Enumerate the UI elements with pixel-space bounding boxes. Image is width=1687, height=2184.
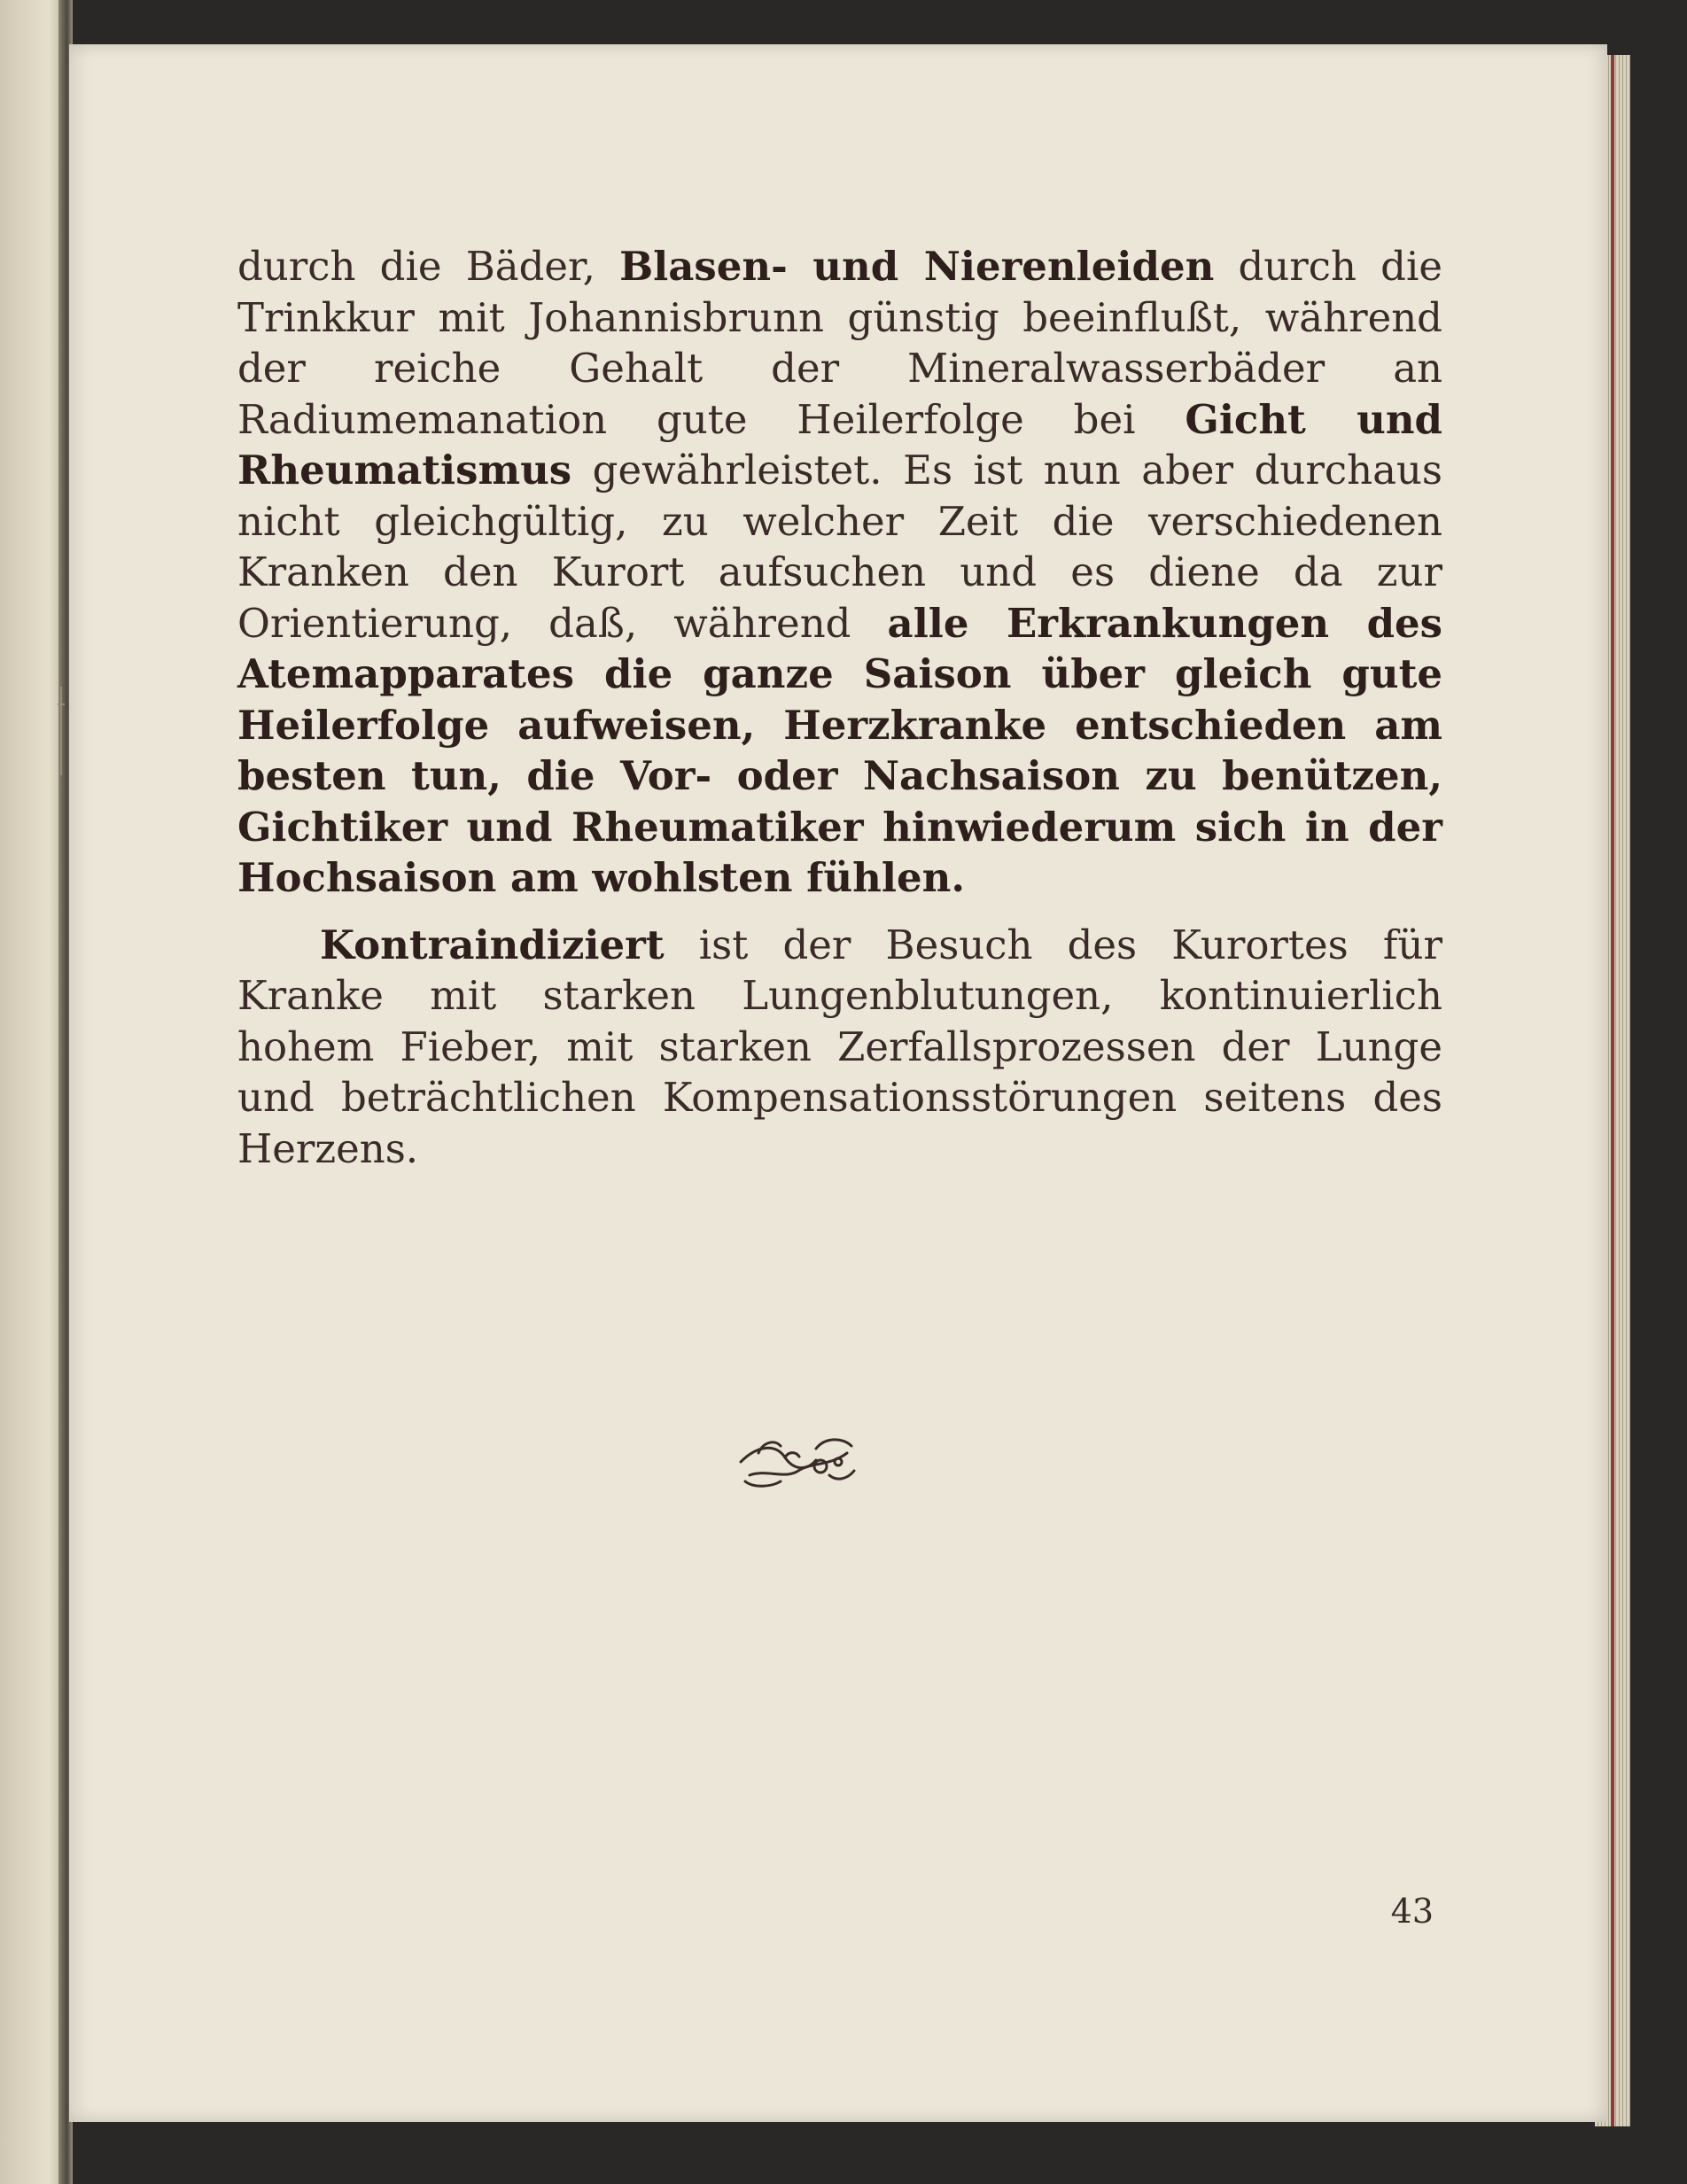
page-stack-red-edge: [1611, 55, 1614, 2126]
page-number: 43: [1390, 1892, 1434, 1931]
text-run: durch die Trinkkur mit Johannisbrunn günstig beeinflußt, während der reiche Gehalt der Mineralwasserbäder an Radiumemanation gute Heilerfolge bei: [237, 243, 1442, 443]
bold-text-run: Blasen- und Nierenleiden: [619, 243, 1215, 290]
book-page: [69, 44, 1607, 2122]
bold-text-run: alle Erkrankungen des Atemapparates die ganze Saison über gleich gute Heilerfolge aufweisen, Herzkranke entschieden am besten tun, die Vor- oder Nachsaison zu benützen, Gichtiker und Rheumatiker hinwiederum sich in der Hochsaison am wohlsten fühlen.: [237, 599, 1442, 901]
paragraph: [237, 920, 1442, 1175]
text-run: ist der Besuch des Kurortes für Kranke mit starken Lungenblutungen, kontinuierlich hohem Fieber, mit starken Zerfallsprozessen der Lunge und beträchtlichen Kompensationsstörungen seitens des Herzens.: [237, 921, 1442, 1172]
bold-text-run: Kontraindiziert: [320, 921, 665, 968]
floral-ornament-icon: [732, 1426, 865, 1497]
page-body-text: [237, 241, 1442, 1174]
text-run: gewährleistet. Es ist nun aber durchaus nicht gleichgültig, zu welcher Zeit die verschiedenen Kranken den Kurort aufsuchen und es diene da zur Orientierung, daß, während: [237, 447, 1442, 647]
paragraph: [237, 241, 1442, 904]
text-run: durch die Bäder,: [237, 243, 620, 290]
bold-text-run: Gicht und Rheumatismus: [237, 395, 1442, 494]
margin-mark: [57, 687, 66, 775]
